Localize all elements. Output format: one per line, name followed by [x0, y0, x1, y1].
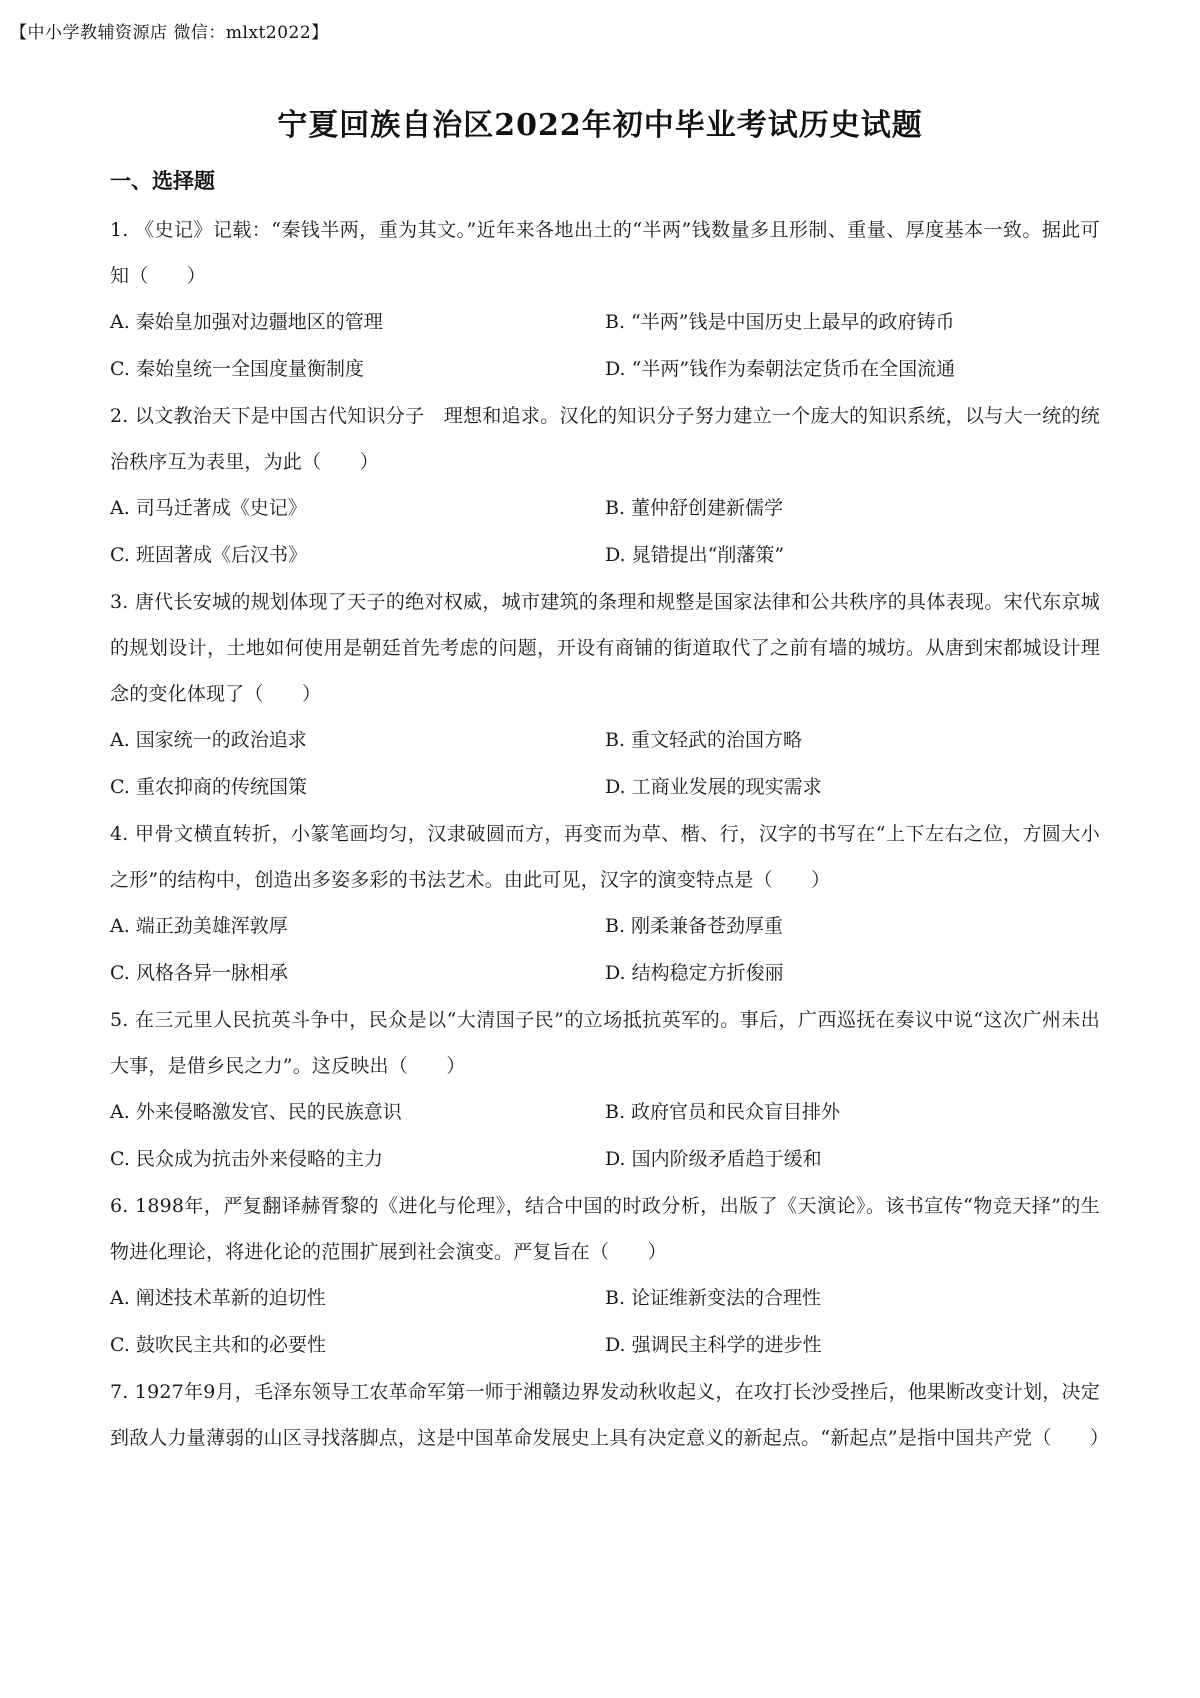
question-text: 3. 唐代长安城的规划体现了天子的绝对权威，城市建筑的条理和规整是国家法律和公共秩序的具体表现。宋代东京城的规划设计，土地如何使用是朝廷首先考虑的问题，开设有商铺的街道取代了之前有墙的城坊。从唐到宋都城设计理念的变化体现了（ ） — [110, 591, 1100, 705]
question-5 — [110, 997, 1100, 1183]
option-c: C. 民众成为抗击外来侵略的主力 — [110, 1148, 383, 1170]
option-b: B. “半两”钱是中国历史上最早的政府铸币 — [605, 311, 955, 333]
option-a: A. 国家统一的政治追求 — [110, 729, 307, 751]
option-c: C. 重农抑商的传统国策 — [110, 776, 307, 798]
option-a: A. 外来侵略激发官、民的民族意识 — [110, 1101, 402, 1123]
option-list — [110, 299, 1100, 393]
option-list — [110, 485, 1100, 579]
option-list — [110, 1275, 1100, 1369]
question-7 — [110, 1369, 1110, 1461]
question-text: 4. 甲骨文横直转折，小篆笔画均匀，汉隶破圆而方，再变而为草、楷、行，汉字的书写在“上下左右之位，方圆大小之形”的结构中，创造出多姿多彩的书法艺术。由此可见，汉字的演变特点是（ ） — [110, 823, 1100, 891]
page-title: 宁夏回族自治区2022年初中毕业考试历史试题 — [277, 108, 923, 143]
option-d: D. “半两”钱作为秦朝法定货币在全国流通 — [605, 358, 956, 380]
question-3 — [110, 579, 1100, 811]
question-text: 7. 1927年9月，毛泽东领导工农革命军第一师于湘赣边界发动秋收起义，在攻打长沙受挫后，他果断改变计划，决定到敌人力量薄弱的山区寻找落脚点，这是中国革命发展史上具有决定意义的新起点。“新起点”是指中国共产党（ ） — [110, 1381, 1110, 1449]
option-c: C. 鼓吹民主共和的必要性 — [110, 1334, 326, 1356]
option-d: D. 工商业发展的现实需求 — [605, 776, 822, 798]
option-d: D. 强调民主科学的进步性 — [605, 1334, 822, 1356]
option-c: C. 风格各异一脉相承 — [110, 962, 288, 984]
option-list — [110, 903, 1100, 997]
option-b: B. 刚柔兼备苍劲厚重 — [605, 915, 784, 937]
option-d: D. 国内阶级矛盾趋于缓和 — [605, 1148, 822, 1170]
section-heading: 一、选择题 — [110, 168, 215, 193]
question-list — [110, 207, 1110, 1461]
option-list — [110, 717, 1100, 811]
option-b: B. 董仲舒创建新儒学 — [605, 497, 784, 519]
option-a: A. 司马迁著成《史记》 — [110, 497, 307, 519]
question-4 — [110, 811, 1100, 997]
option-c: C. 秦始皇统一全国度量衡制度 — [110, 358, 364, 380]
option-b: B. 重文轻武的治国方略 — [605, 729, 803, 751]
option-list — [110, 1089, 1100, 1183]
question-text: 6. 1898年，严复翻译赫胥黎的《进化与伦理》，结合中国的时政分析，出版了《天演论》。该书宣传“物竞天择”的生物进化理论，将进化论的范围扩展到社会演变。严复旨在（ ） — [110, 1195, 1100, 1263]
question-2 — [110, 393, 1100, 579]
question-6 — [110, 1183, 1100, 1369]
option-d: D. 晁错提出“削藩策” — [605, 544, 785, 566]
option-b: B. 论证维新变法的合理性 — [605, 1287, 822, 1309]
option-a: A. 秦始皇加强对边疆地区的管理 — [110, 311, 383, 333]
question-text: 1. 《史记》记载：“秦钱半两，重为其文。”近年来各地出土的“半两”钱数量多且形制、重量、厚度基本一致。据此可知（ ） — [110, 219, 1100, 287]
watermark-text: 【中小学教辅资源店 微信：mlxt2022】 — [10, 23, 329, 43]
option-c: C. 班固著成《后汉书》 — [110, 544, 307, 566]
option-d: D. 结构稳定方折俊丽 — [605, 962, 784, 984]
option-a: A. 阐述技术革新的迫切性 — [110, 1287, 326, 1309]
option-b: B. 政府官员和民众盲目排外 — [605, 1101, 841, 1123]
question-text: 2. 以文教治天下是中国古代知识分子 理想和追求。汉化的知识分子努力建立一个庞大的知识系统，以与大一统的统治秩序互为表里，为此（ ） — [110, 405, 1100, 473]
question-text: 5. 在三元里人民抗英斗争中，民众是以“大清国子民”的立场抵抗英军的。事后，广西巡抚在奏议中说“这次广州未出大事，是借乡民之力”。这反映出（ ） — [110, 1009, 1100, 1077]
option-a: A. 端正劲美雄浑敦厚 — [110, 915, 288, 937]
question-1 — [110, 207, 1100, 393]
